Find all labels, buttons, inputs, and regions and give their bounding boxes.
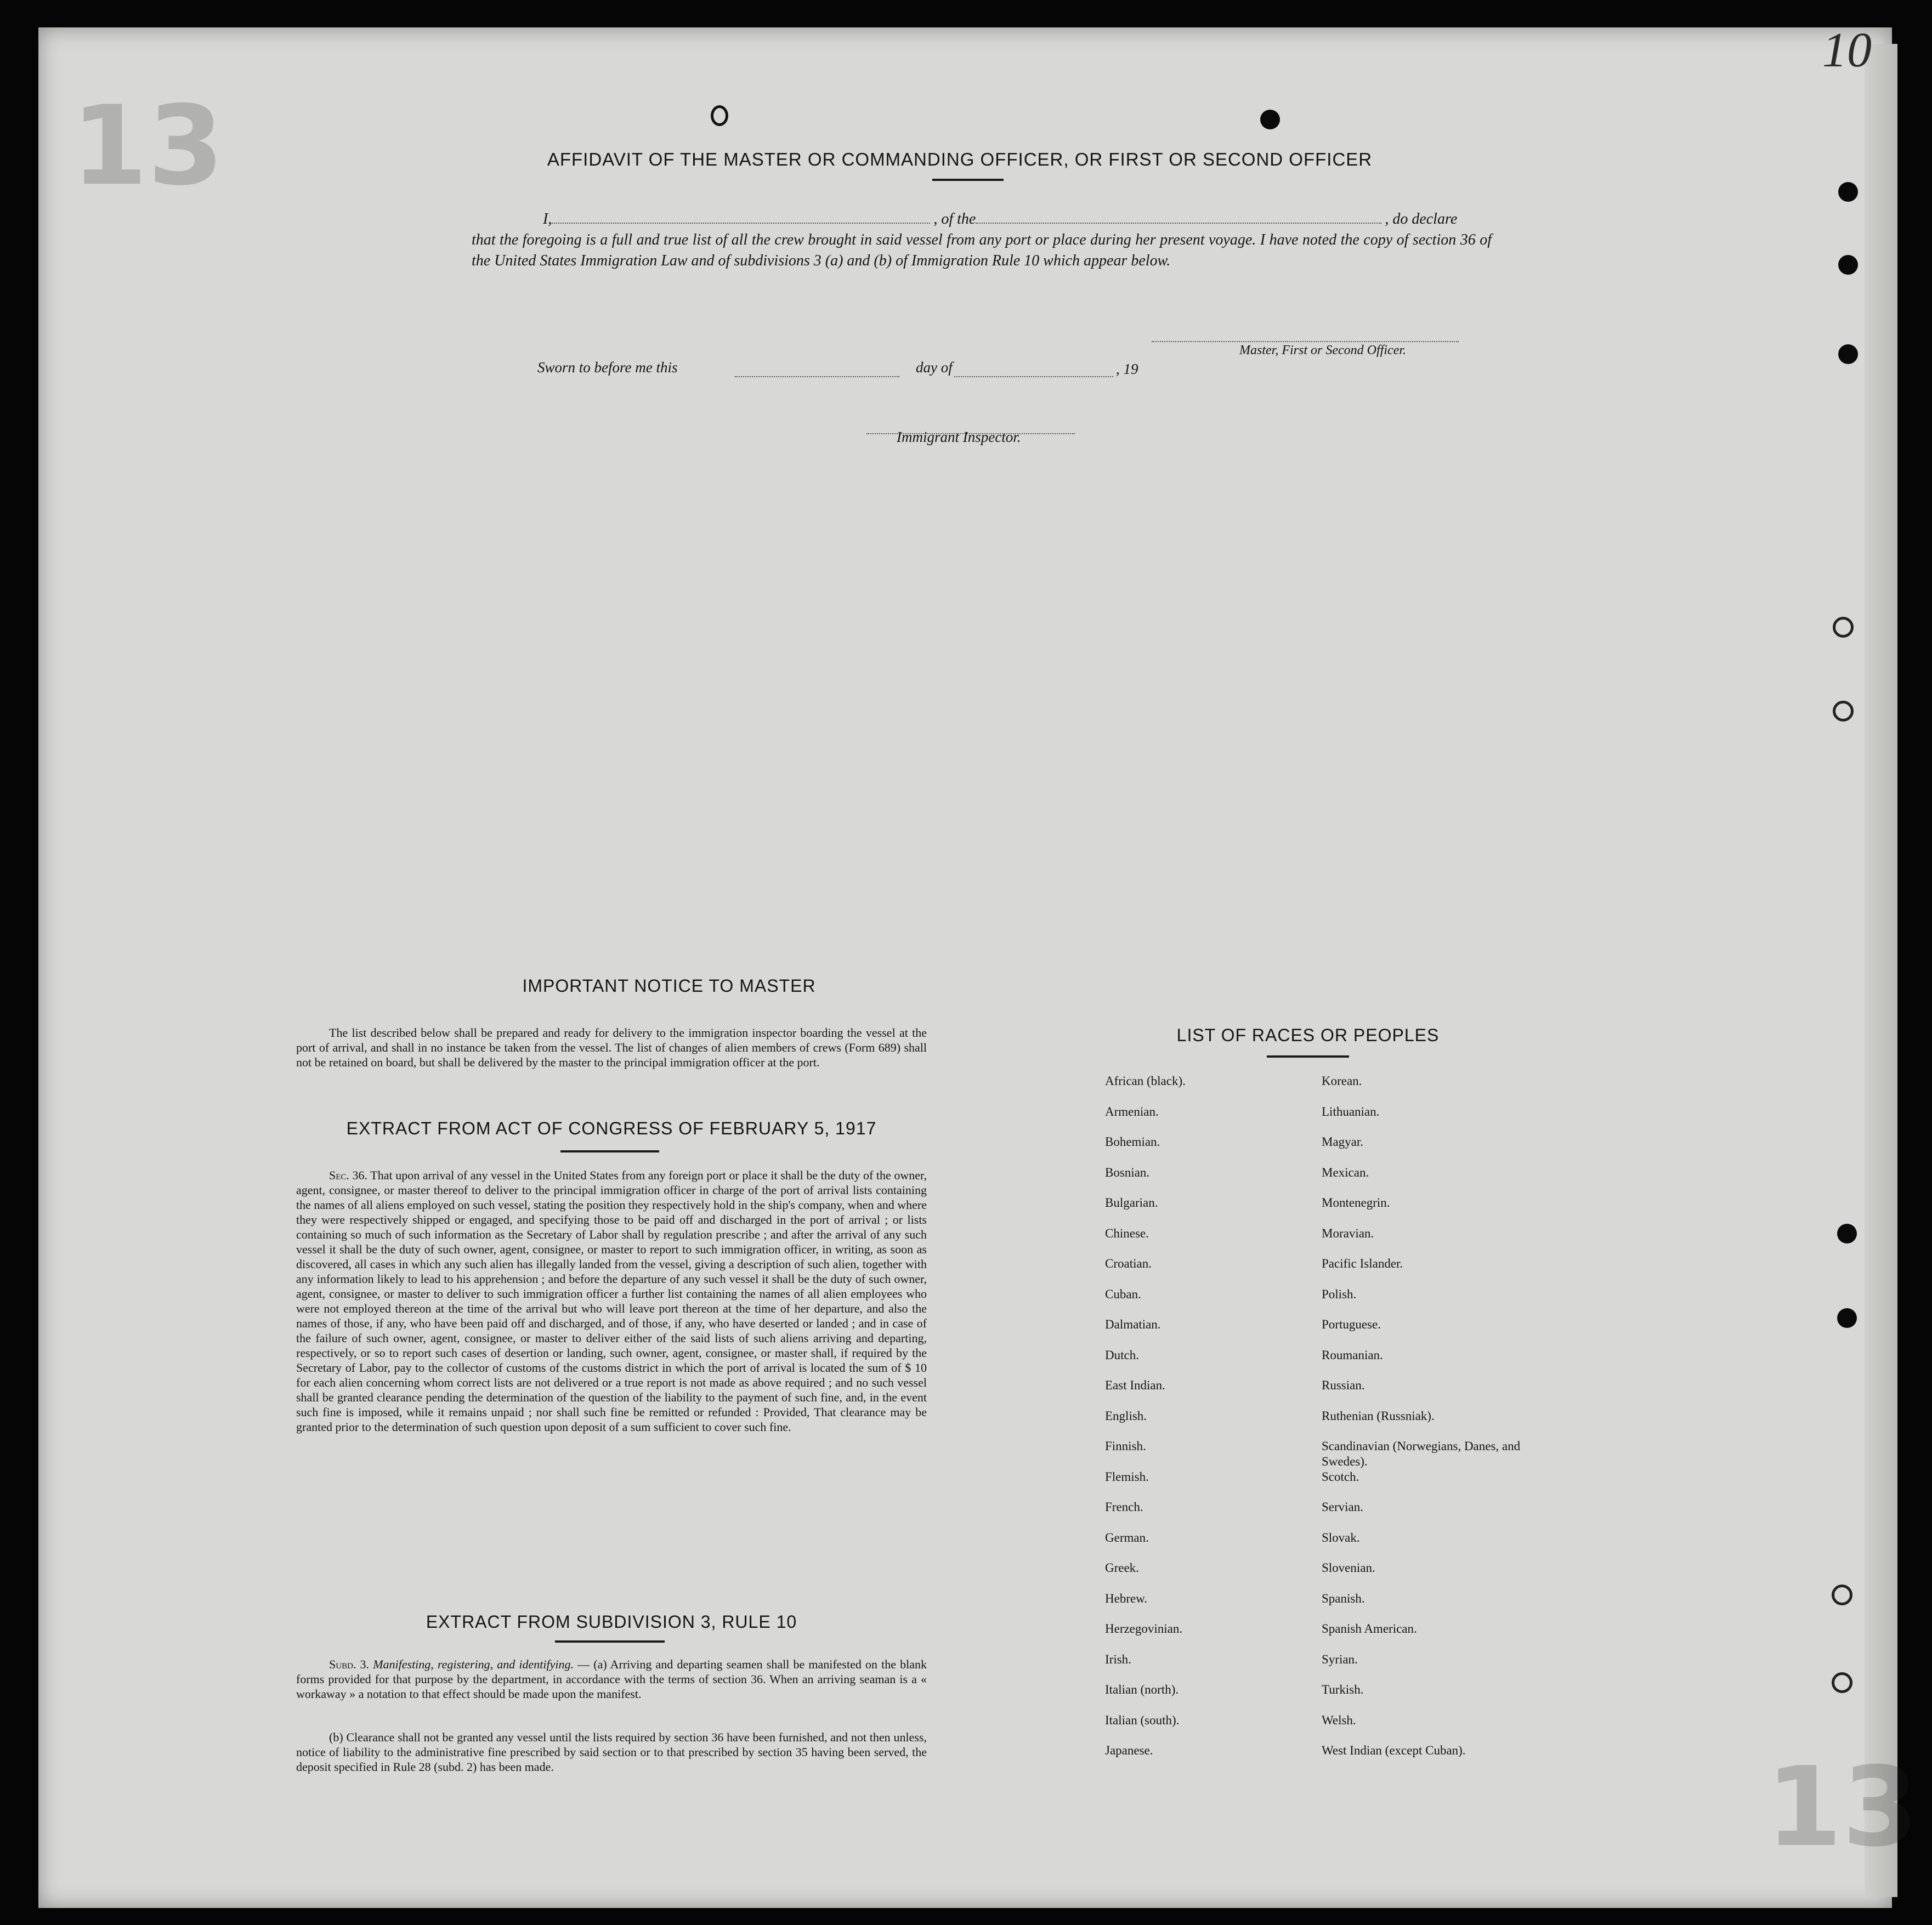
race-item: Chinese. — [1105, 1226, 1149, 1240]
race-item: Cuban. — [1105, 1287, 1141, 1301]
race-item: Slovenian. — [1322, 1561, 1375, 1575]
race-item: Lithuanian. — [1322, 1104, 1380, 1118]
race-item: Spanish. — [1322, 1591, 1365, 1605]
affidavit-body — [472, 208, 1492, 271]
race-item: Bosnian. — [1105, 1165, 1150, 1179]
race-item: Polish. — [1322, 1287, 1357, 1301]
title-rule — [932, 179, 1004, 181]
race-item: Bulgarian. — [1105, 1196, 1158, 1209]
race-item: Armenian. — [1105, 1104, 1159, 1118]
rule-title-rule — [555, 1640, 665, 1643]
stamp-number-left: 13 — [71, 82, 224, 210]
binder-hole-icon — [1838, 344, 1858, 364]
race-item: Dutch. — [1105, 1348, 1139, 1362]
races-title-rule — [1267, 1055, 1349, 1058]
race-item: Magyar. — [1322, 1135, 1364, 1149]
page-number-mark: 10 — [1822, 23, 1872, 77]
race-item: Slovak. — [1322, 1530, 1360, 1544]
binder-ring-icon — [1832, 1672, 1852, 1693]
race-item: Italian (north). — [1105, 1683, 1179, 1696]
rule-para-a-text: — (a) Arriving and departing seamen shall be manifested on the blank forms provided for that purpose by the department, in accordance with the terms of section 36. When an arriving seaman is a « workaway » a notation to that effect should be made upon the manifest. — [296, 1657, 927, 1701]
act-title-rule — [560, 1150, 659, 1152]
binder-hole-icon — [711, 105, 728, 126]
race-item: Moravian. — [1322, 1226, 1374, 1240]
sworn-day-field[interactable] — [735, 376, 899, 377]
vessel-name-field[interactable] — [976, 208, 1381, 224]
binder-ring-icon — [1832, 1585, 1852, 1605]
race-item: Irish. — [1105, 1652, 1131, 1666]
race-item: Hebrew. — [1105, 1591, 1148, 1605]
binder-hole-icon — [1260, 110, 1280, 129]
race-item: German. — [1105, 1530, 1149, 1544]
vessel-label: , of the — [933, 211, 976, 228]
race-item: Welsh. — [1322, 1713, 1356, 1727]
race-item: Portuguese. — [1322, 1318, 1381, 1331]
rule-subd-label: Subd. 3. — [329, 1657, 370, 1671]
race-item: Montenegrin. — [1322, 1196, 1390, 1209]
act-section-text: That upon arrival of any vessel in the United States from any foreign port or place it shall be the duty of the owner, agent, consignee, or master thereof to deliver to the principal immigration officer in charge of the port of arrival lists containing the names of all aliens employed on such vessel, stating the position they respectively hold in the ship's company, when and where they were respectively shipped or engaged, and specifying those to be paid off and discharged in the port of arrival ; or lists containing so much of such information as the Secretary of Labor shall by regulation prescribe ; and after the arrival of any such vessel it shall be the duty of such owner, agent, consignee, or master to report to such immigration officer, in writing, as soon as discovered, all cases in which any such alien has illegally landed from the vessel, giving a description of such alien, together with any information likely to lead to his apprehension ; and before the departure of any such vessel it shall be the duty of such owner, agent, consignee, or master to deliver to such immigration officer a further list containing the names of all alien employees who were not employed thereon at the time of the arrival but who will leave port thereon at the time of her departure, and also the names of those, if any, who have been paid off and discharged, and of those, if any, who have deserted or landed ; and in case of the failure of such owner, agent, consignee, or master to deliver either of the said lists of such aliens arriving and departing, respectively, or so to report such cases of desertion or landing, such owner, agent, consignee, or master shall, if required by the Secretary of Labor, pay to the collector of customs of the customs district in which the port of arrival is located the sum of $ 10 for each alien concerning whom correct lists are not delivered or a true report is not made as above required ; and no such vessel shall be granted clearance pending the determination of the question of the liability to the payment of such fine, and, in the event such fine is imposed, while it remains unpaid ; nor shall such fine be remitted or refunded : Provided, That clearance may be granted prior to the determination of such question upon deposit of a sum sufficient to cover such fine. — [296, 1168, 927, 1434]
race-item: Japanese. — [1105, 1744, 1153, 1757]
signature-line[interactable] — [1152, 341, 1459, 342]
race-item: Russian. — [1322, 1378, 1365, 1392]
races-right-column — [1322, 1074, 1525, 1774]
affidavit-title: AFFIDAVIT OF THE MASTER OR COMMANDING OFFICER, OR FIRST OR SECOND OFFICER — [547, 149, 1373, 169]
races-title: LIST OF RACES OR PEOPLES — [1176, 1025, 1440, 1045]
notice-body: The list described below shall be prepared and ready for delivery to the immigration inspector boarding the vessel at the port of arrival, and shall in no instance be taken from the vessel. The list of changes of alien members of crews (Form 689) shall not be retained on board, but shall be delivered by the master to the principal immigration officer at the port. — [296, 1026, 927, 1069]
race-item: Dalmatian. — [1105, 1318, 1161, 1331]
race-item: African (black). — [1105, 1074, 1186, 1088]
affidavit-statement: that the foregoing is a full and true list of all the crew brought in said vessel from any port or place during her present voyage. I have noted the copy of section 36 of the United States Immigration Law and of subdivisions 3 (a) and (b) of Immigration Rule 10 which appear below. — [472, 231, 1492, 269]
rule-heading: Manifesting, registering, and identifying. — [373, 1657, 574, 1671]
year-label: , 19 — [1116, 361, 1138, 377]
sworn-label: Sworn to before me this — [537, 359, 678, 376]
race-item: Roumanian. — [1322, 1348, 1383, 1362]
binder-hole-icon — [1837, 1224, 1857, 1243]
day-of-label: day of — [916, 359, 953, 376]
race-item: French. — [1105, 1500, 1143, 1514]
declarant-name-field[interactable] — [552, 208, 930, 224]
notice-title: IMPORTANT NOTICE TO MASTER — [522, 976, 816, 996]
race-item: Finnish. — [1105, 1439, 1146, 1453]
race-item: Korean. — [1322, 1074, 1362, 1088]
race-item: Pacific Islander. — [1322, 1257, 1403, 1270]
rule-para-b: (b) Clearance shall not be granted any vessel until the lists required by section 36 have been furnished, and not then unless, notice of liability to the administrative fine prescribed by said section or to that prescribed by section 35 having been served, the deposit specified in Rule 28 (subd. 2) has been made. — [296, 1730, 927, 1774]
race-item: Bohemian. — [1105, 1135, 1160, 1149]
sworn-month-field[interactable] — [954, 376, 1113, 377]
binder-ring-icon — [1833, 617, 1854, 638]
race-item: Syrian. — [1322, 1652, 1358, 1666]
stamp-number-right: 13 — [1766, 1744, 1919, 1871]
race-item: Scandinavian (Norwegians, Danes, and Swedes). — [1322, 1439, 1521, 1468]
race-item: Croatian. — [1105, 1257, 1152, 1270]
race-item: East Indian. — [1105, 1378, 1165, 1392]
binder-hole-icon — [1838, 255, 1858, 275]
binder-hole-icon — [1838, 182, 1858, 202]
race-item: West Indian (except Cuban). — [1322, 1744, 1466, 1757]
act-section-36 — [296, 1168, 927, 1434]
race-item: Scotch. — [1322, 1469, 1359, 1484]
binder-ring-icon — [1833, 701, 1854, 722]
declarant-label: I, — [543, 211, 552, 228]
inspector-label: Immigrant Inspector. — [897, 429, 1021, 445]
race-item: Greek. — [1105, 1561, 1139, 1575]
act-title: EXTRACT FROM ACT OF CONGRESS OF FEBRUARY 5, 1917 — [346, 1118, 877, 1138]
sheet-edge — [1865, 44, 1897, 1897]
race-item: Spanish American. — [1322, 1622, 1417, 1636]
race-item: Servian. — [1322, 1500, 1364, 1514]
affidavit-line1 — [472, 208, 1492, 230]
race-item: Flemish. — [1105, 1469, 1149, 1484]
race-item: Turkish. — [1322, 1683, 1364, 1696]
race-item: Herzegovinian. — [1105, 1622, 1183, 1636]
race-item: Mexican. — [1322, 1165, 1369, 1179]
rule-para-a — [296, 1657, 927, 1701]
declare-label: , do declare — [1385, 211, 1458, 228]
signature-label: Master, First or Second Officer. — [1239, 343, 1406, 357]
act-section-label: Sec. 36. — [329, 1168, 368, 1182]
race-item: Ruthenian (Russniak). — [1322, 1409, 1435, 1423]
race-item: English. — [1105, 1409, 1147, 1423]
binder-hole-icon — [1837, 1308, 1857, 1328]
races-left-column — [1105, 1074, 1286, 1774]
rule-title: EXTRACT FROM SUBDIVISION 3, RULE 10 — [426, 1612, 797, 1632]
race-item: Italian (south). — [1105, 1713, 1180, 1727]
